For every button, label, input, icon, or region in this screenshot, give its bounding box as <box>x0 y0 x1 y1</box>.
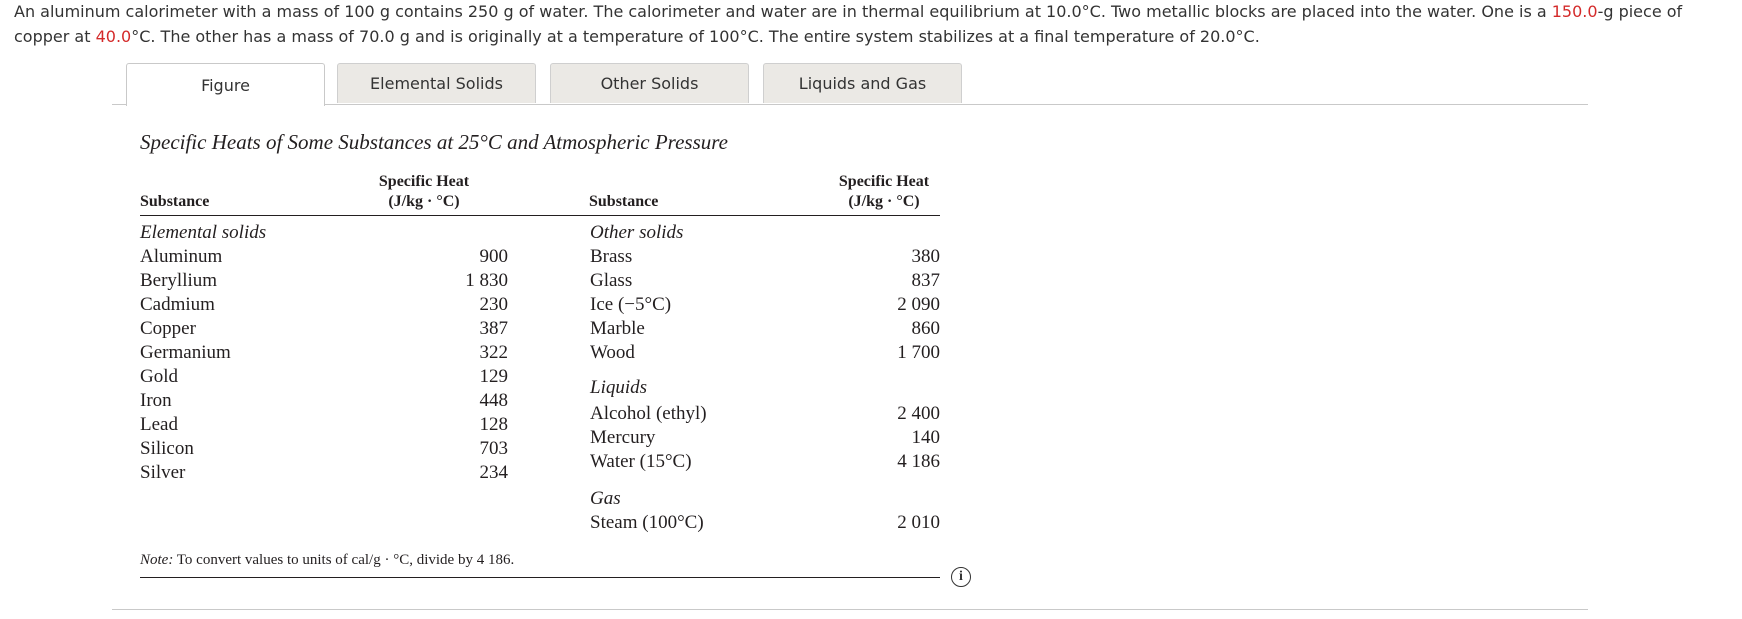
specific-heat-value: 837 <box>911 270 940 291</box>
specific-heat-value: 703 <box>479 438 508 459</box>
specific-heat-value: 1 830 <box>465 270 508 291</box>
substance-name: Marble <box>590 318 645 339</box>
substance-name: Alcohol (ethyl) <box>590 403 707 424</box>
specific-heat-value: 860 <box>911 318 940 339</box>
substance-name: Aluminum <box>140 246 223 267</box>
specific-heat-value: 387 <box>479 318 508 339</box>
highlight-mass: 150.0 <box>1551 2 1598 21</box>
specific-heat-value: 128 <box>479 414 508 435</box>
substance-name: Cadmium <box>140 294 215 315</box>
highlight-temp: 40.0 <box>95 26 132 46</box>
specific-heat-value: 900 <box>479 246 508 267</box>
specific-heat-value: 2 090 <box>897 294 940 315</box>
header-heat-left-1: Specific Heat <box>378 173 470 190</box>
substance-name: Beryllium <box>140 270 218 291</box>
header-heat-right-2: (J/kg · °C) <box>848 193 920 210</box>
substance-name: Lead <box>140 414 178 435</box>
problem-text: An aluminum calorimeter with a mass of 100 g contains 250 g of water. The calorimeter and water are in thermal equilibrium at 10.0°C. Two metallic blocks are placed into the water. One is a 150.0-g piece of copper at 40.0°C. The other has a mass of 70.0 g and is originally at a temperature of 100°C. The entire system stabilizes at a final temperature of 20.0°C. <box>14 2 1683 46</box>
specific-heat-value: 234 <box>479 462 508 483</box>
table-note <box>140 552 514 569</box>
tab-figure[interactable]: Figure <box>126 63 325 106</box>
header-rule <box>140 215 940 216</box>
substance-name: Mercury <box>590 427 656 448</box>
tab-other-solids[interactable]: Other Solids <box>550 63 749 103</box>
specific-heat-value: 2 010 <box>897 512 940 533</box>
specific-heat-value: 140 <box>911 427 940 448</box>
substance-name: Iron <box>140 390 172 411</box>
bottom-divider <box>112 609 1588 610</box>
header-substance-left: Substance <box>140 193 210 210</box>
specific-heat-value: 2 400 <box>897 403 940 424</box>
tab-elemental-solids[interactable]: Elemental Solids <box>337 63 536 103</box>
substance-name: Glass <box>590 270 633 291</box>
specific-heat-value: 1 700 <box>897 342 940 363</box>
info-icon[interactable]: i <box>951 567 971 587</box>
header-substance-right: Substance <box>589 193 659 210</box>
header-heat-right-1: Specific Heat <box>838 173 930 190</box>
substance-name: Water (15°C) <box>590 451 692 472</box>
substance-name: Brass <box>590 246 633 267</box>
specific-heat-value: 380 <box>911 246 940 267</box>
note-text: To convert values to units of cal/g · °C, divide by 4 186. <box>173 552 515 568</box>
specific-heat-value: 322 <box>479 342 508 363</box>
substance-name: Steam (100°C) <box>590 512 704 533</box>
substance-name: Silver <box>140 462 186 483</box>
substance-name: Wood <box>590 342 635 363</box>
note-label: Note: <box>140 552 174 568</box>
footer-rule <box>140 577 940 578</box>
section-other-solids: Other solids <box>590 222 684 243</box>
header-heat-left-2: (J/kg · °C) <box>388 193 460 210</box>
substance-name: Ice (−5°C) <box>590 294 672 315</box>
specific-heat-value: 448 <box>479 390 508 411</box>
section-liquids: Liquids <box>590 377 648 398</box>
substance-name: Silicon <box>140 438 194 459</box>
tab-bar <box>112 63 1588 105</box>
substance-name: Germanium <box>140 342 231 363</box>
specific-heat-value: 230 <box>479 294 508 315</box>
section-elemental-solids: Elemental solids <box>140 222 267 243</box>
section-gas: Gas <box>590 488 621 509</box>
substance-name: Copper <box>140 318 196 339</box>
tab-liquids-and-gas[interactable]: Liquids and Gas <box>763 63 962 103</box>
table-title: Specific Heats of Some Substances at 25°C and Atmospheric Pressure <box>140 130 728 154</box>
specific-heat-value: 4 186 <box>897 451 940 472</box>
specific-heat-value: 129 <box>479 366 508 387</box>
substance-name: Gold <box>140 366 178 387</box>
